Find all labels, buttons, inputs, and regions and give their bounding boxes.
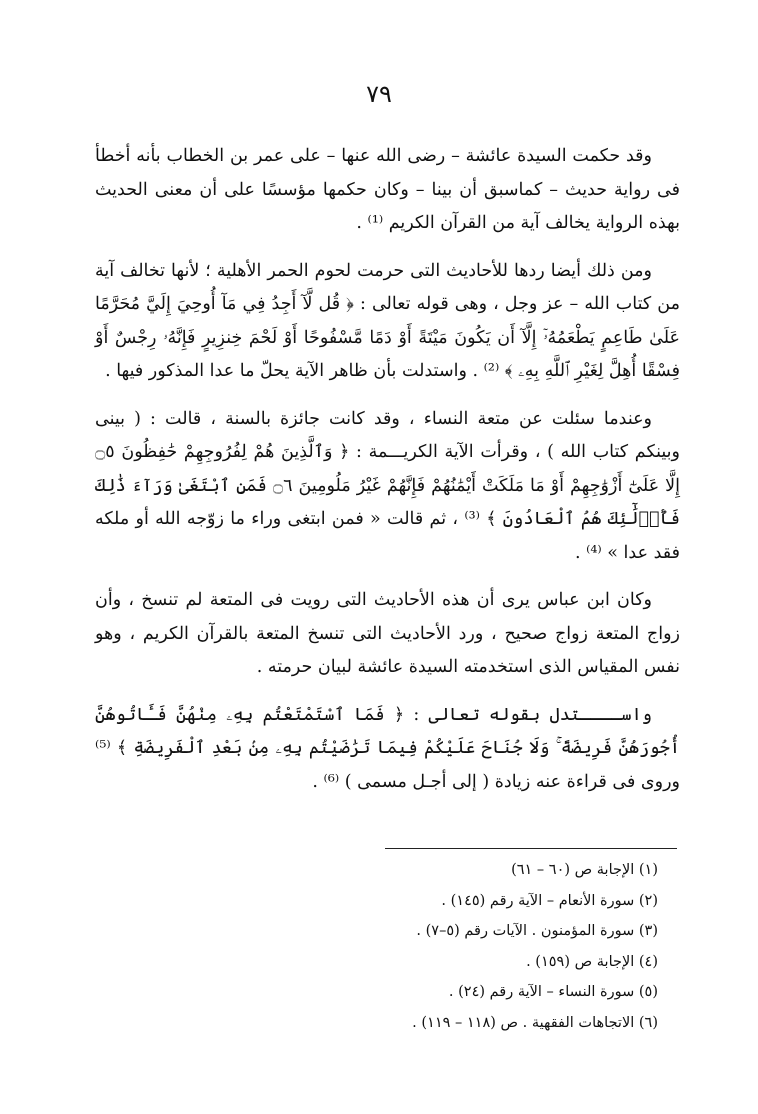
paragraph-mutah-question: وعندما سئلت عن متعة النساء ، وقد كانت جائزة بالسنة ، قالت : ( بينى وبينكم كتاب الله ) ، وقرأت الآية الكريـــمة : ﴿ وَٱلَّذِينَ هُمْ لِفُرُوجِهِمْ حَٰفِظُونَ ۝٥ إِلَّا عَلَىٰٓ أَزْوَٰجِهِمْ أَوْ مَا مَلَكَتْ أَيْمَٰنُهُمْ فَإِنَّهُمْ غَيْرُ مَلُومِينَ ۝٦ فَمَنِ ٱبْتَغَىٰ وَرَآءَ ذَٰلِكَ فَأُو۟لَٰٓئِكَ هُمُ ٱلْعَادُونَ ﴾ ⁽³⁾ ، ثم قالت « فمن ابتغى وراء ما زوّجه الله أو ملكه فقد عدا » ⁽⁴⁾ . xyxy=(95,408,680,563)
footnote-item: (٤) الإجابة ص (١٥٩) . xyxy=(526,953,658,970)
paragraph-ibn-abbas: وكان ابن عباس يرى أن هذه الأحاديث التى رويت فى المتعة لم تنسخ ، وأن زواج المتعة زواج صحيح ، ورد الأحاديث التى تنسخ المتعة بالقرآن الكريم ، وهو نفس المقياس الذى استخدمته السيدة عائشة لبيان حرمته . xyxy=(95,590,680,677)
main-text xyxy=(95,140,680,799)
footnote-item: (٣) سورة المؤمنون . الآيات رقم (٥–٧) . xyxy=(416,923,658,939)
paragraph-istidlal: واســــتدل بقوله تعالى : ﴿ فَمَا ٱسْتَمْتَعْتُم بِهِۦ مِنْهُنَّ فَـَٔاتُوهُنَّ أُجُورَهُنَّ فَرِيضَةً ۚ وَلَا جُنَاحَ عَلَيْكُمْ فِيمَا تَرَٰضَيْتُم بِهِۦ مِنۢ بَعْدِ ٱلْفَرِيضَةِ ﴾ ⁽⁵⁾ وروى فى قراءة عنه زيادة ( إلى أجـل مسمى ) ⁽⁶⁾ . xyxy=(95,704,680,792)
paragraph-donkey-meat: ومن ذلك أيضا ردها للأحاديث التى حرمت لحوم الحمر الأهلية ؛ لأنها تخالف آية من كتاب الله – عز وجل ، وهى قوله تعالى : ﴿ قُل لَّآ أَجِدُ فِي مَآ أُوحِيَ إِلَيَّ مُحَرَّمًا عَلَىٰ طَاعِمٍ يَطْعَمُهُۥٓ إِلَّآ أَن يَكُونَ مَيْتَةً أَوْ دَمًا مَّسْفُوحًا أَوْ لَحْمَ خِنزِيرٍ فَإِنَّهُۥ رِجْسٌ أَوْ فِسْقًا أُهِلَّ لِغَيْرِ ٱللَّهِ بِهِۦ ﴾ ⁽²⁾ . واستدلت بأن ظاهر الآية يحلّ ما عدا المذكور فيها . xyxy=(95,260,680,381)
footnote-item: (٥) سورة النساء – الآية رقم (٢٤) . xyxy=(448,984,658,1000)
page-number: ٧٩ xyxy=(366,80,392,108)
footnotes-list xyxy=(238,855,658,1038)
paragraph-aisha-umar: وقد حكمت السيدة عائشة – رضى الله عنها – على عمر بن الخطاب بأنه أخطأ فى رواية حديث – كماسبق أن بينا – وكان حكمها مؤسسًا على أن معنى الحديث بهذه الرواية يخالف آية من القرآن الكريم ⁽¹⁾ . xyxy=(95,146,680,233)
footnote-divider xyxy=(385,848,677,849)
footnote-item: (٦) الاتجاهات الفقهية . ص (١١٨ – ١١٩) . xyxy=(412,1014,658,1031)
footnote-item: (١) الإجابة ص (٦٠ – ٦١) xyxy=(511,862,658,878)
footnote-item: (٢) سورة الأنعام – الآية رقم (١٤٥) . xyxy=(441,892,658,909)
